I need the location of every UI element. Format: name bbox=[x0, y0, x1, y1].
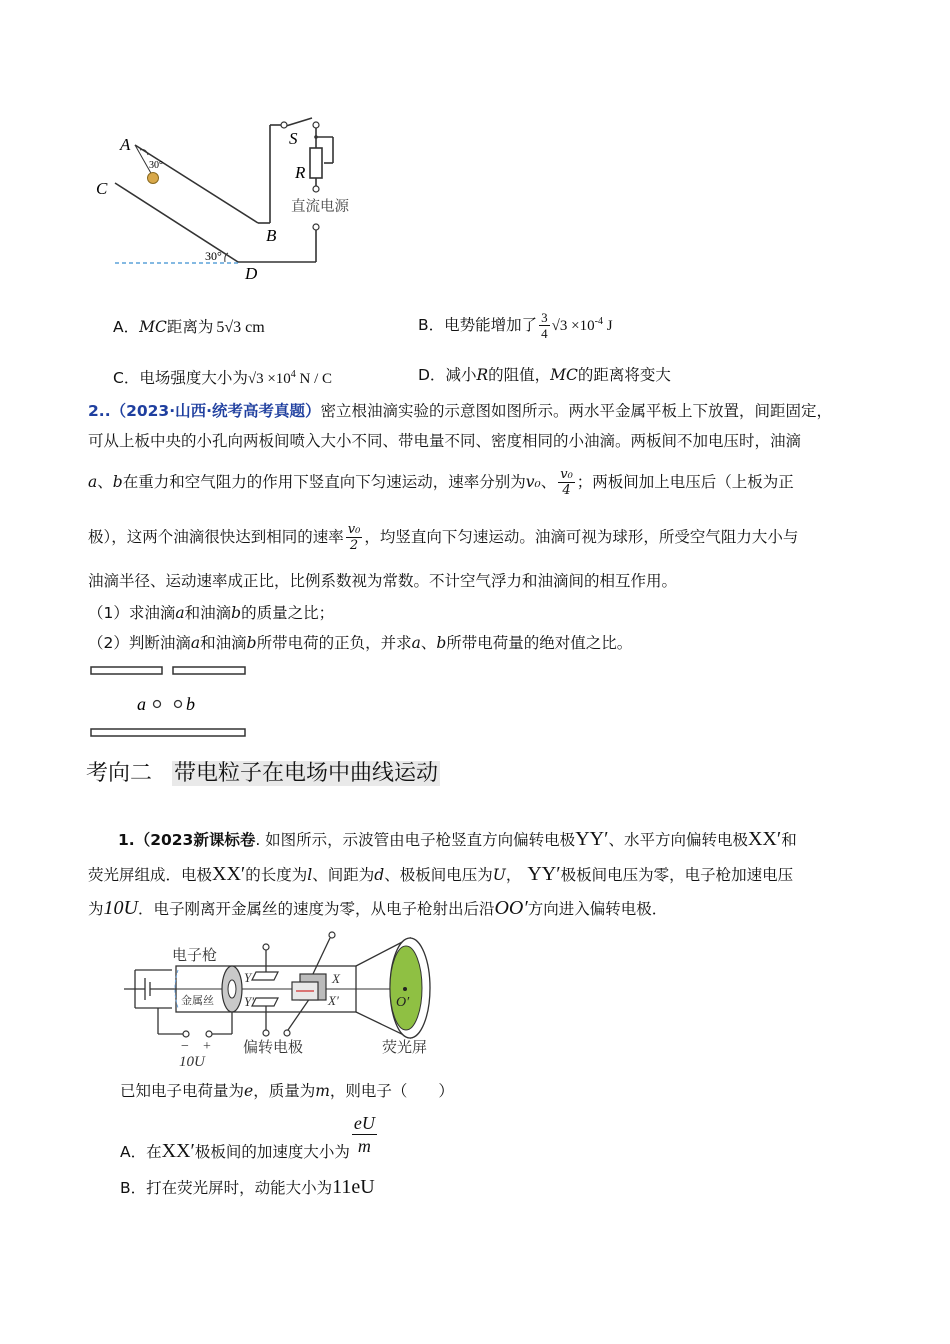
option-a: A．MC距离为 5√3 cm bbox=[113, 318, 265, 336]
q2-line-1: 2..（2023·山西·统考高考真题）密立根油滴实验的示意图如图所示。两水平金属平板上下放置，间距固定， bbox=[88, 402, 833, 420]
label-O-prime: O′ bbox=[396, 995, 410, 1010]
oil-drop-b bbox=[175, 701, 182, 708]
label-drop-b: b bbox=[186, 694, 195, 714]
label-power-source: 直流电源 bbox=[291, 199, 349, 215]
q2-line-2: 可从上板中央的小孔向两板间喷入大小不同、带电量不同、密度相同的小油滴。两板间不加电压时，油滴 bbox=[88, 432, 802, 450]
upper-plate-right bbox=[173, 667, 245, 674]
label-R: R bbox=[295, 163, 306, 182]
figure-incline-circuit bbox=[90, 110, 390, 290]
option-b: B．电势能增加了 $\frac{3}{4}$ $√3 \times 10^{-4}$ J bbox=[418, 310, 613, 341]
label-drop-a: a bbox=[137, 694, 146, 714]
label-S: S bbox=[289, 129, 298, 148]
q2-line-5: 油滴半径、运动速率成正比，比例系数视为常数。不计空气浮力和油滴间的相互作用。 bbox=[88, 572, 678, 590]
option-d: D．减小R的阻值，MC的距离将变大 bbox=[418, 366, 671, 384]
label-electron-gun: 电子枪 bbox=[172, 946, 218, 964]
figure-oscilloscope bbox=[118, 928, 448, 1068]
upper-plate-left bbox=[91, 667, 162, 674]
label-minus: − bbox=[181, 1039, 189, 1054]
oil-drop-a bbox=[154, 701, 161, 708]
plate-y-prime bbox=[252, 998, 278, 1006]
label-wire: 金属丝 bbox=[181, 994, 214, 1007]
label-C: C bbox=[96, 179, 108, 198]
label-angle-bottom: 30° bbox=[205, 249, 222, 263]
label-deflection: 偏转电极 bbox=[243, 1038, 304, 1056]
q3-option-b: B．打在荧光屏时，动能大小为11eU bbox=[120, 1176, 375, 1198]
label-screen: 荧光屏 bbox=[382, 1038, 428, 1056]
incline-line-lower bbox=[135, 145, 258, 223]
label-X: X bbox=[332, 971, 340, 986]
q2-sub-2: （2）判断油滴a和油滴b所带电荷的正负，并求a、b所带电荷量的绝对值之比。 bbox=[88, 634, 633, 652]
q3-line-2: 荧光屏组成．电极XX′的长度为l、间距为d、极板间电压为U， YY′极板间电压为零，电子枪加速电压 bbox=[88, 863, 794, 885]
q2-line-4: 极），这两个油滴很快达到相同的速率 $\frac{\text{v₀}}{2}$ ，均竖直向下匀速运动。油滴可视为球形，所受空气阻力大小与 bbox=[88, 522, 799, 553]
label-10u: 10U bbox=[179, 1054, 205, 1068]
label-B: B bbox=[266, 226, 277, 245]
q3-option-a: A．在XX′极板间的加速度大小为 $\frac{eU}{m}$ bbox=[120, 1113, 375, 1162]
q3-line-1: 1.（2023新课标卷. 如图所示，示波管由电子枪竖直方向偏转电极YY′、水平方向偏转电极XX′和 bbox=[118, 828, 797, 850]
label-X-prime: X′ bbox=[328, 993, 339, 1008]
q3-line-3: 为10U．电子刚离开金属丝的速度为零，从电子枪射出后沿OO′方向进入偏转电极． bbox=[88, 897, 668, 919]
label-A: A bbox=[120, 135, 131, 154]
label-D: D bbox=[245, 264, 258, 283]
label-Y-prime: Y′ bbox=[244, 994, 255, 1009]
q2-sub-1: （1）求油滴a和油滴b的质量之比； bbox=[88, 604, 335, 622]
figure-oil-drop-plates bbox=[85, 662, 255, 742]
q2-line-3: a、b在重力和空气阻力的作用下竖直向下匀速运动，速率分别为v₀、 $\frac{\text{v₀}}{4}$ ；两板间加上电压后（上板为正 bbox=[88, 467, 794, 498]
label-Y: Y bbox=[244, 970, 252, 985]
label-plus: + bbox=[203, 1039, 211, 1054]
section-heading: 考向二 带电粒子在电场中曲线运动 bbox=[86, 761, 439, 786]
q3-stem: 已知电子电荷量为e，质量为m，则电子（ ） bbox=[120, 1082, 454, 1100]
label-angle-top: 30° bbox=[149, 160, 163, 171]
option-c: C．电场强度大小为$√3 \times 10^4$ N / C bbox=[113, 369, 333, 388]
lower-plate bbox=[91, 729, 245, 736]
plate-y bbox=[252, 972, 278, 980]
